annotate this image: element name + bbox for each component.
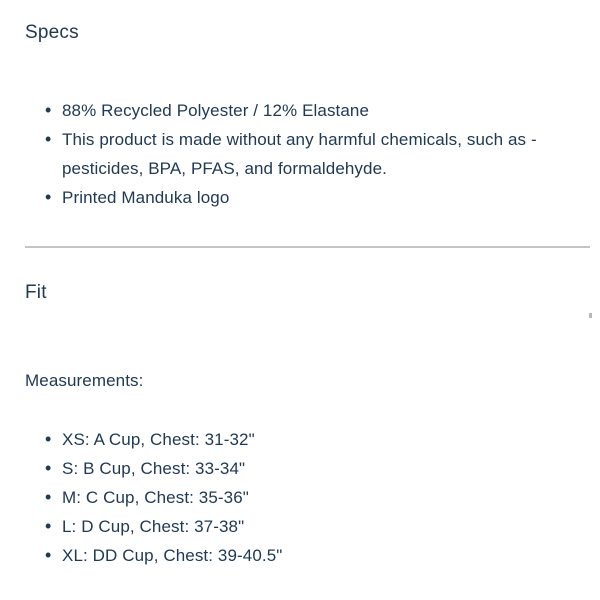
fit-section — [25, 283, 590, 570]
list-item: • 88% Recycled Polyester / 12% Elastane — [25, 96, 590, 125]
list-item: • XS: A Cup, Chest: 31-32" — [25, 425, 590, 454]
specs-section — [25, 23, 590, 212]
edge-artifact — [589, 313, 592, 318]
list-item: • M: C Cup, Chest: 35-36" — [25, 483, 590, 512]
measurements-label: Measurements: — [25, 371, 144, 390]
list-item: • L: D Cup, Chest: 37-38" — [25, 512, 590, 541]
section-divider — [25, 246, 590, 248]
specs-list — [25, 96, 590, 212]
list-item: • XL: DD Cup, Chest: 39-40.5" — [25, 541, 590, 570]
list-item: • S: B Cup, Chest: 33-34" — [25, 454, 590, 483]
measurements-list — [25, 425, 590, 570]
list-item: • This product is made without any harmful chemicals, such as - pesticides, BPA, PFAS, and formaldehyde. — [25, 125, 590, 183]
product-details-panel — [0, 23, 600, 570]
list-item: • Printed Manduka logo — [25, 183, 590, 212]
specs-heading: Specs — [25, 22, 79, 43]
fit-heading: Fit — [25, 282, 47, 303]
